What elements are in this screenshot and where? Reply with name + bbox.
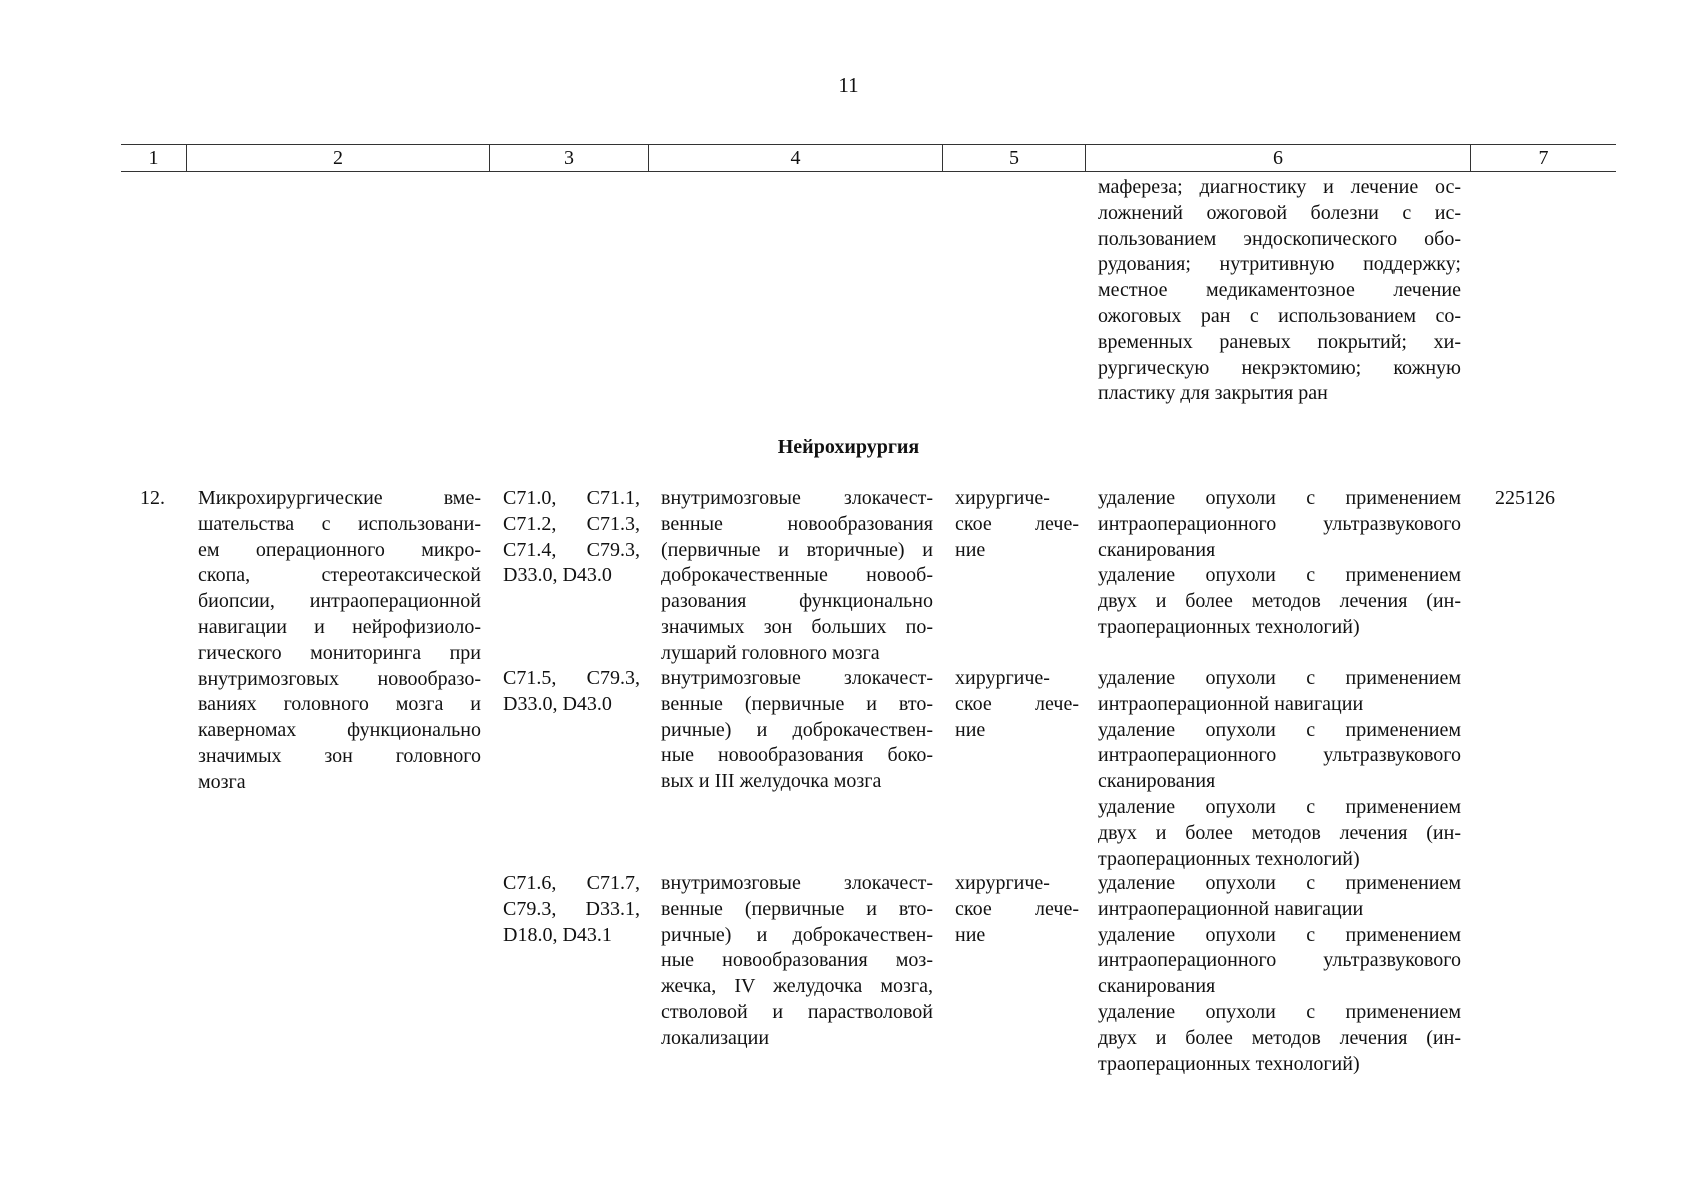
subrow-1-methods — [1098, 486, 1461, 641]
text-line: C71.0, C71.1, — [503, 487, 640, 509]
text-line: гического мониторинга при — [198, 641, 481, 664]
text-line: удаление опухоли с применением — [1098, 923, 1461, 946]
text-line: мафереза; диагностику и лечение ос- — [1098, 176, 1461, 198]
text-line: лушарий головного мозга — [661, 641, 880, 664]
text-line: интраоперационной навигации — [1098, 897, 1364, 920]
text-line: значимых зон головного — [198, 744, 481, 767]
text-line: удаление опухоли с применением — [1098, 872, 1461, 894]
text-line: C71.5, C79.3, — [503, 667, 640, 689]
text-line: разования функционально — [661, 590, 933, 613]
text-line: венные новообразования — [661, 512, 933, 535]
text-line: внутримозговые злокачест- — [661, 667, 933, 689]
text-line: удаление опухоли с применением — [1098, 487, 1461, 509]
text-line: D33.0, D43.0 — [503, 692, 612, 715]
text-line: интраоперационного ультразвукового — [1098, 512, 1461, 535]
text-line: двух и более методов лечения (ин- — [1098, 1026, 1461, 1049]
text-line: венные (первичные и вто- — [661, 692, 933, 715]
text-line: ричные) и доброкачествен- — [661, 923, 933, 946]
header-col-7: 7 — [1538, 147, 1549, 169]
text-line: скопа, стереотаксической — [198, 564, 481, 587]
text-line: стволовой и парастволовой — [661, 1000, 933, 1023]
text-line: ложнений ожоговой болезни с ис- — [1098, 201, 1461, 224]
text-line: D18.0, D43.1 — [503, 923, 612, 946]
text-line: временных раневых покрытий; хи- — [1098, 330, 1461, 353]
text-line: пластику для закрытия ран — [1098, 382, 1328, 405]
text-line: ние — [955, 718, 986, 741]
text-line: ние — [955, 538, 986, 561]
text-line: жечка, IV желудочка мозга, — [661, 975, 933, 998]
text-line: внутримозговые злокачест- — [661, 487, 933, 509]
text-line: сканирования — [1098, 770, 1216, 793]
text-line: внутримозговых новообразо- — [198, 667, 481, 690]
header-col-6: 6 — [1086, 145, 1471, 171]
text-line: D33.0, D43.0 — [503, 564, 612, 587]
subrow-3-methods — [1098, 871, 1461, 1077]
text-line: пользованием эндоскопического обо- — [1098, 227, 1461, 250]
text-line: C71.6, C71.7, — [503, 872, 640, 894]
text-line: (первичные и вторичные) и — [661, 538, 933, 561]
text-line: ние — [955, 923, 986, 946]
continuation-text — [1098, 175, 1461, 407]
text-line: внутримозговые злокачест- — [661, 872, 933, 894]
text-line: интраоперационного ультразвукового — [1098, 744, 1461, 767]
text-line: ское лече- — [955, 692, 1079, 715]
row-price: 225126 — [1495, 487, 1555, 509]
subrow-2-condition — [661, 666, 933, 795]
text-line: траоперационных технологий) — [1098, 615, 1360, 638]
text-line: значимых зон больших по- — [661, 615, 933, 638]
text-line: удаление опухоли с применением — [1098, 1000, 1461, 1023]
section-title: Нейрохирургия — [777, 436, 920, 458]
text-line: ные новообразования боко- — [661, 744, 933, 767]
text-line: C71.4, C79.3, — [503, 538, 640, 561]
text-line: вых и III желудочка мозга — [661, 770, 882, 793]
text-line: местное медикаментозное лечение — [1098, 279, 1461, 302]
text-line: ское лече- — [955, 897, 1079, 920]
text-line: навигации и нейрофизиоло- — [198, 615, 481, 638]
text-line: C79.3, D33.1, — [503, 897, 640, 920]
subrow-2-treatment — [955, 666, 1079, 743]
text-line: шательства с использовани- — [198, 512, 481, 535]
text-line: рургическую некрэктомию; кожную — [1098, 356, 1461, 379]
subrow-1-condition — [661, 486, 933, 667]
text-line: мозга — [198, 770, 246, 793]
text-line: траоперационных технологий) — [1098, 1052, 1360, 1075]
text-line: рудования; нутритивную поддержку; — [1098, 253, 1461, 276]
header-col-3: 3 — [490, 145, 649, 171]
text-line: ричные) и доброкачествен- — [661, 718, 933, 741]
text-line: удаление опухоли с применением — [1098, 667, 1461, 689]
text-line: удаление опухоли с применением — [1098, 718, 1461, 741]
subrow-2-methods — [1098, 666, 1461, 872]
text-line: хирургиче- — [955, 667, 1050, 689]
subrow-3-condition — [661, 871, 933, 1052]
text-line: каверномах функционально — [198, 719, 481, 742]
text-line: ные новообразования моз- — [661, 949, 933, 972]
table-header-row — [121, 144, 1616, 172]
subrow-3-treatment — [955, 871, 1079, 948]
row-description — [198, 486, 481, 796]
text-line: биопсии, интраоперационной — [198, 590, 481, 613]
text-line: ское лече- — [955, 512, 1079, 535]
text-line: удаление опухоли с применением — [1098, 795, 1461, 818]
text-line: Микрохирургические вме- — [198, 487, 481, 509]
text-line: интраоперационного ультразвукового — [1098, 949, 1461, 972]
subrow-1-treatment — [955, 486, 1079, 563]
page-number: 11 — [838, 73, 859, 97]
text-line: двух и более методов лечения (ин- — [1098, 590, 1461, 613]
subrow-1-codes — [503, 486, 640, 589]
header-col-4: 4 — [649, 145, 943, 171]
subrow-2-codes — [503, 666, 640, 718]
text-line: C71.2, C71.3, — [503, 512, 640, 535]
text-line: ваниях головного мозга и — [198, 693, 481, 716]
header-col-1: 1 — [121, 145, 187, 171]
text-line: венные (первичные и вто- — [661, 897, 933, 920]
text-line: сканирования — [1098, 538, 1216, 561]
row-number: 12. — [140, 487, 165, 509]
text-line: ем операционного микро- — [198, 538, 481, 561]
text-line: ожоговых ран с использованием со- — [1098, 304, 1461, 327]
header-col-5: 5 — [943, 145, 1086, 171]
text-line: траоперационных технологий) — [1098, 847, 1360, 870]
text-line: двух и более методов лечения (ин- — [1098, 821, 1461, 844]
text-line: сканирования — [1098, 975, 1216, 998]
subrow-3-codes — [503, 871, 640, 948]
text-line: локализации — [661, 1026, 770, 1049]
text-line: хирургиче- — [955, 872, 1050, 894]
text-line: удаление опухоли с применением — [1098, 564, 1461, 587]
text-line: интраоперационной навигации — [1098, 692, 1364, 715]
text-line: доброкачественные новооб- — [661, 564, 933, 587]
header-col-2: 2 — [187, 145, 490, 171]
text-line: хирургиче- — [955, 487, 1050, 509]
